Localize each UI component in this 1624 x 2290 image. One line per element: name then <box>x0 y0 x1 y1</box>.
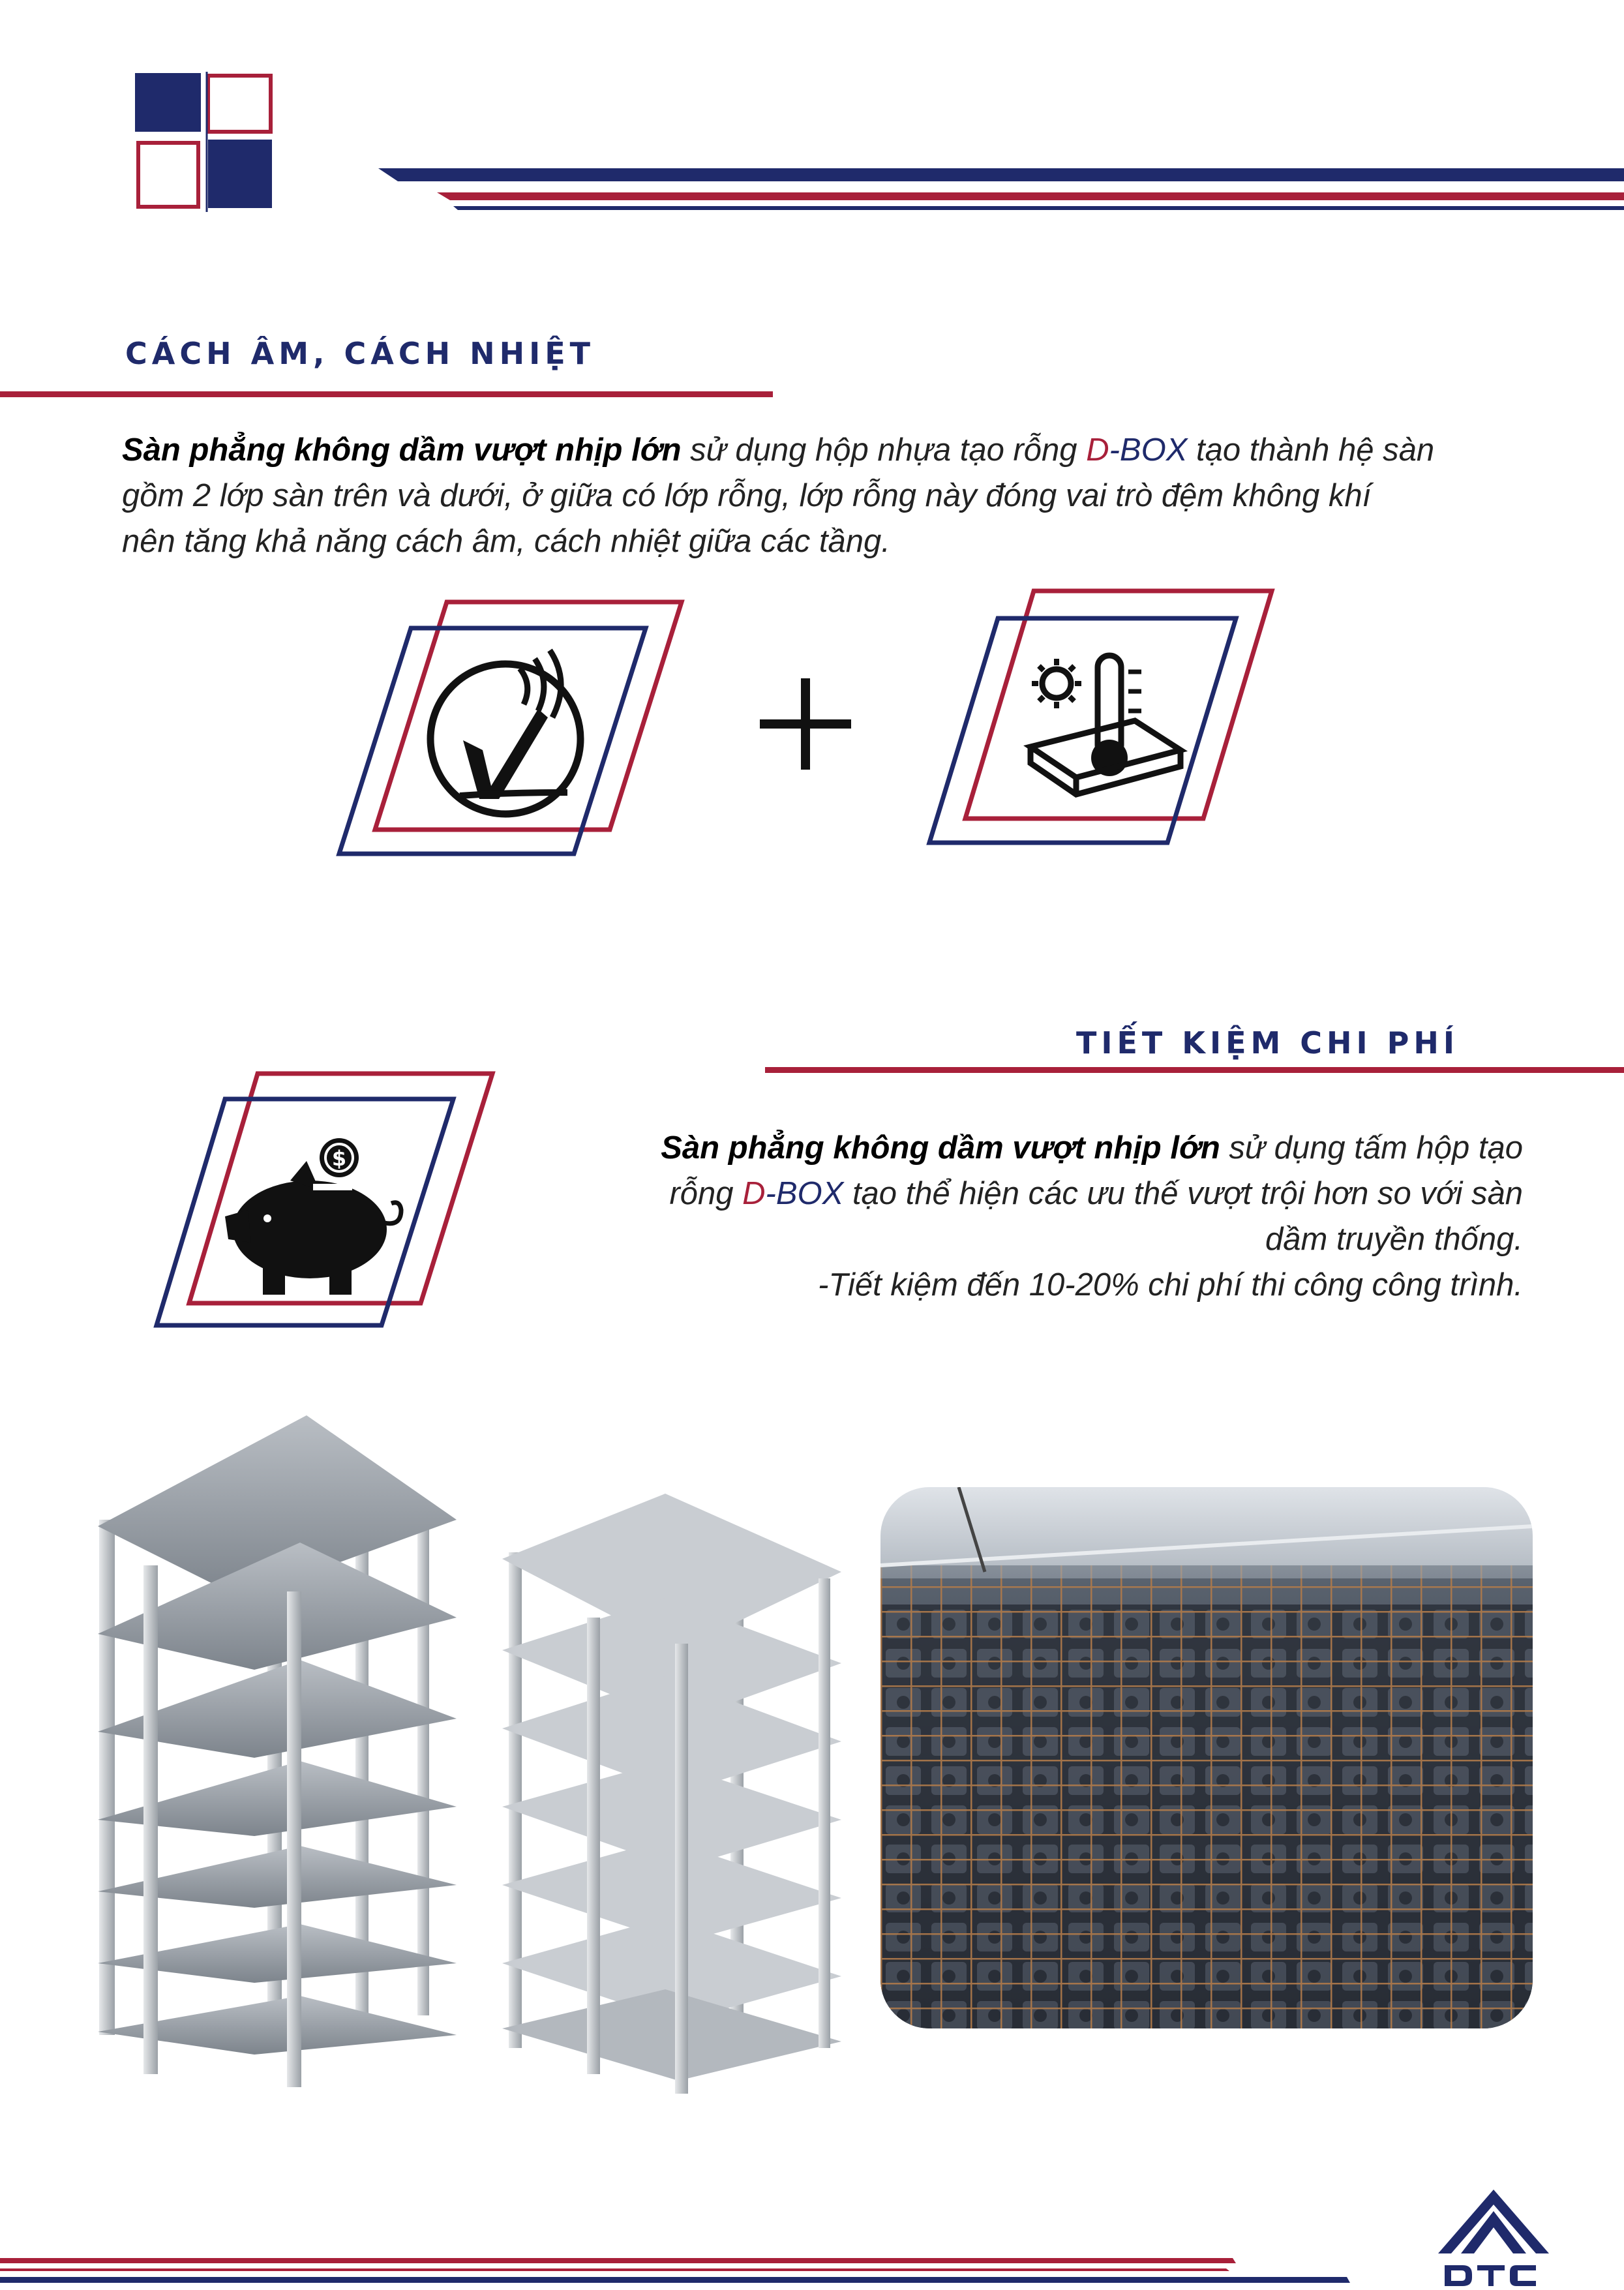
dbox-d-2: D <box>742 1176 766 1211</box>
cost-paragraph <box>496 1125 1523 1308</box>
cost-line3: dầm truyền thống. <box>1265 1222 1523 1257</box>
section-underline-cost <box>765 1067 1624 1073</box>
svg-text:$: $ <box>331 1146 347 1171</box>
insulation-paragraph <box>122 427 1492 564</box>
piggy-bank-icon <box>160 1070 499 1331</box>
footer-stripes <box>0 2257 1370 2286</box>
dbox-slab-construction-photo <box>880 1487 1533 2028</box>
insulation-text1: sử dụng hộp nhựa tạo rỗng <box>681 432 1087 468</box>
insulation-text2: tạo thành hệ sàn <box>1187 432 1435 468</box>
section-underline-insulation <box>0 391 773 397</box>
company-logo-squares <box>134 72 274 212</box>
section-title-cost: TIẾT KIỆM CHI PHÍ <box>1076 1025 1459 1061</box>
cost-text2: tạo thể hiện các ưu thế vượt trội hơn so với sàn <box>843 1176 1523 1211</box>
insulation-bold-lead: Sàn phẳng không dầm vượt nhịp lớn <box>122 432 682 468</box>
dtc-footer-logo <box>1438 2188 1556 2286</box>
dbox-d: D <box>1086 432 1109 468</box>
section-title-insulation: CÁCH ÂM, CÁCH NHIỆT <box>125 336 595 371</box>
dbox-box-2: -BOX <box>765 1176 844 1211</box>
plus-icon <box>757 675 854 773</box>
cost-text1: sử dụng tấm hộp tạo <box>1220 1130 1523 1166</box>
insulation-line3: nên tăng khả năng cách âm, cách nhiệt giữa các tầng. <box>122 524 890 559</box>
building-frame-3d-illustration <box>91 1402 854 2094</box>
cost-bold-lead: Sàn phẳng không dầm vượt nhịp lớn <box>661 1130 1220 1166</box>
cost-line4: -Tiết kiệm đến 10-20% chi phí thi công công trình. <box>818 1267 1523 1303</box>
header-stripes <box>378 163 1624 215</box>
dbox-box: -BOX <box>1109 432 1188 468</box>
sound-insulation-icon <box>349 597 688 858</box>
thermal-insulation-icon <box>939 587 1278 848</box>
insulation-line2: gồm 2 lớp sàn trên và dưới, ở giữa có lớp rỗng, lớp rỗng này đóng vai trò đệm không khí <box>122 478 1372 513</box>
cost-prefix2: rỗng <box>669 1176 743 1211</box>
